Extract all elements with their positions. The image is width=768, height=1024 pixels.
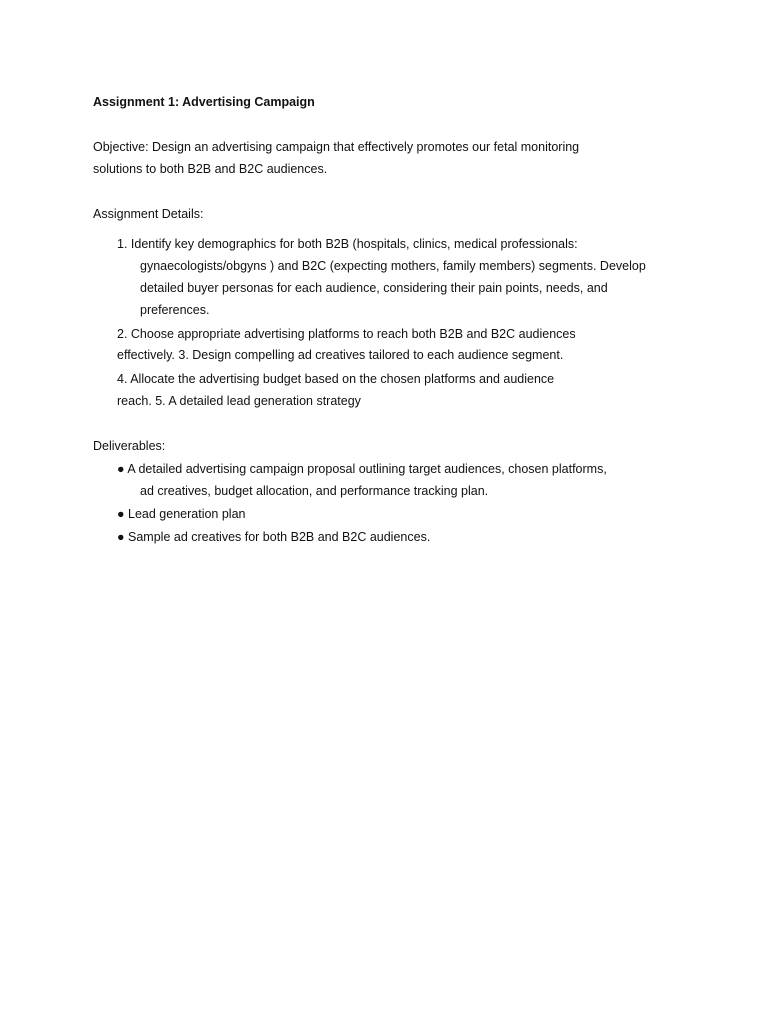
- deliverable-item-1-line-2: ad creatives, budget allocation, and performance tracking plan.: [140, 484, 489, 498]
- objective-line-1: Objective: Design an advertising campaign that effectively promotes our fetal monitoring: [93, 140, 580, 154]
- deliverable-item-1-line-1: ● A detailed advertising campaign proposal outlining target audiences, chosen platforms,: [117, 462, 607, 476]
- deliverables-heading: Deliverables:: [93, 439, 166, 453]
- details-item-1-line-1: 1. Identify key demographics for both B2B (hospitals, clinics, medical professionals:: [117, 237, 578, 251]
- details-item-1-line-2: gynaecologists/obgyns ) and B2C (expecting mothers, family members) segments. Develop: [140, 259, 646, 273]
- details-item-1-line-3: detailed buyer personas for each audience, considering their pain points, needs, and: [140, 281, 608, 295]
- document-title: Assignment 1: Advertising Campaign: [93, 95, 315, 109]
- details-item-1-line-4: preferences.: [140, 303, 210, 317]
- objective-line-2: solutions to both B2B and B2C audiences.: [93, 162, 328, 176]
- details-item-2-line-1: 2. Choose appropriate advertising platforms to reach both B2B and B2C audiences: [117, 327, 576, 341]
- details-item-2-line-2: effectively. 3. Design compelling ad creatives tailored to each audience segment.: [117, 348, 564, 362]
- details-heading: Assignment Details:: [93, 207, 204, 221]
- details-item-4-line-2: reach. 5. A detailed lead generation strategy: [117, 394, 361, 408]
- deliverable-item-2: ● Lead generation plan: [117, 507, 246, 521]
- details-item-4-line-1: 4. Allocate the advertising budget based on the chosen platforms and audience: [117, 372, 555, 386]
- deliverable-item-3: ● Sample ad creatives for both B2B and B2C audiences.: [117, 530, 431, 544]
